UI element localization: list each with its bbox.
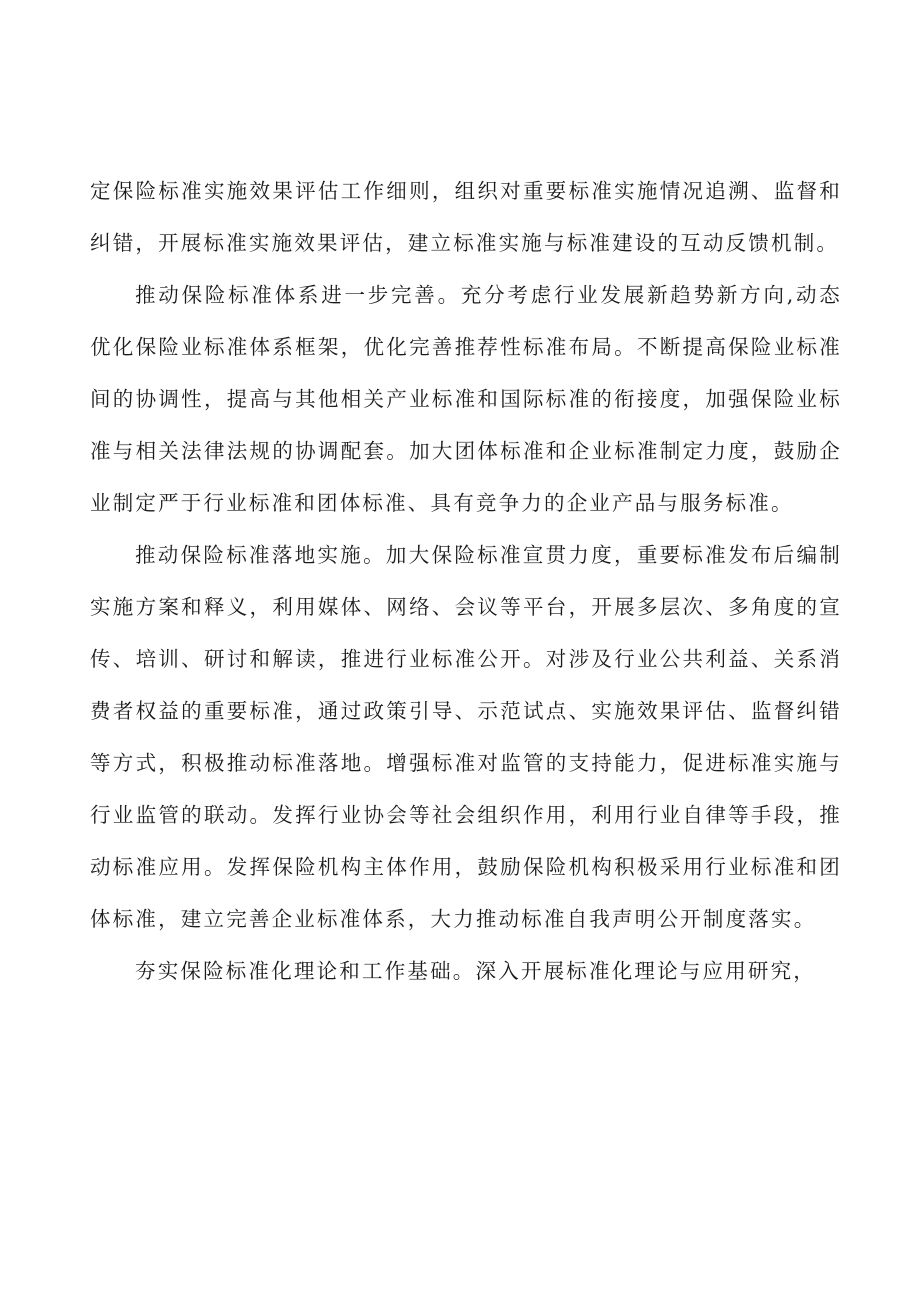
- paragraph-standard-implementation: 推动保险标准落地实施。加大保险标准宣贯力度，重要标准发布后编制实施方案和释义，利用媒体、网络、会议等平台，开展多层次、多角度的宣传、培训、研讨和解读，推进行业标准公开。对涉及行业公共利益、关系消费者权益的重要标准，通过政策引导、示范试点、实施效果评估、监督纠错等方式，积极推动标准落地。增强标准对监管的支持能力，促进标准实施与行业监管的联动。发挥行业协会等社会组织作用，利用行业自律等手段，推动标准应用。发挥保险机构主体作用，鼓励保险机构积极采用行业标准和团体标准，建立完善企业标准体系，大力推动标准自我声明公开制度落实。: [90, 543, 842, 931]
- paragraph-theory-foundation: 夯实保险标准化理论和工作基础。深入开展标准化理论与应用研究，: [135, 959, 816, 983]
- body-text: [90, 165, 842, 997]
- paragraph-continuation: 定保险标准实施效果评估工作细则，组织对重要标准实施情况追溯、监督和纠错，开展标准实施效果评估，建立标准实施与标准建设的互动反馈机制。: [90, 179, 842, 255]
- paragraph-standard-system: 推动保险标准体系进一步完善。充分考虑行业发展新趋势新方向,动态优化保险业标准体系框架，优化完善推荐性标准布局。不断提高保险业标准间的协调性，提高与其他相关产业标准和国际标准的衔接度，加强保险业标准与相关法律法规的协调配套。加大团体标准和企业标准制定力度，鼓励企业制定严于行业标准和团体标准、具有竞争力的企业产品与服务标准。: [90, 283, 842, 515]
